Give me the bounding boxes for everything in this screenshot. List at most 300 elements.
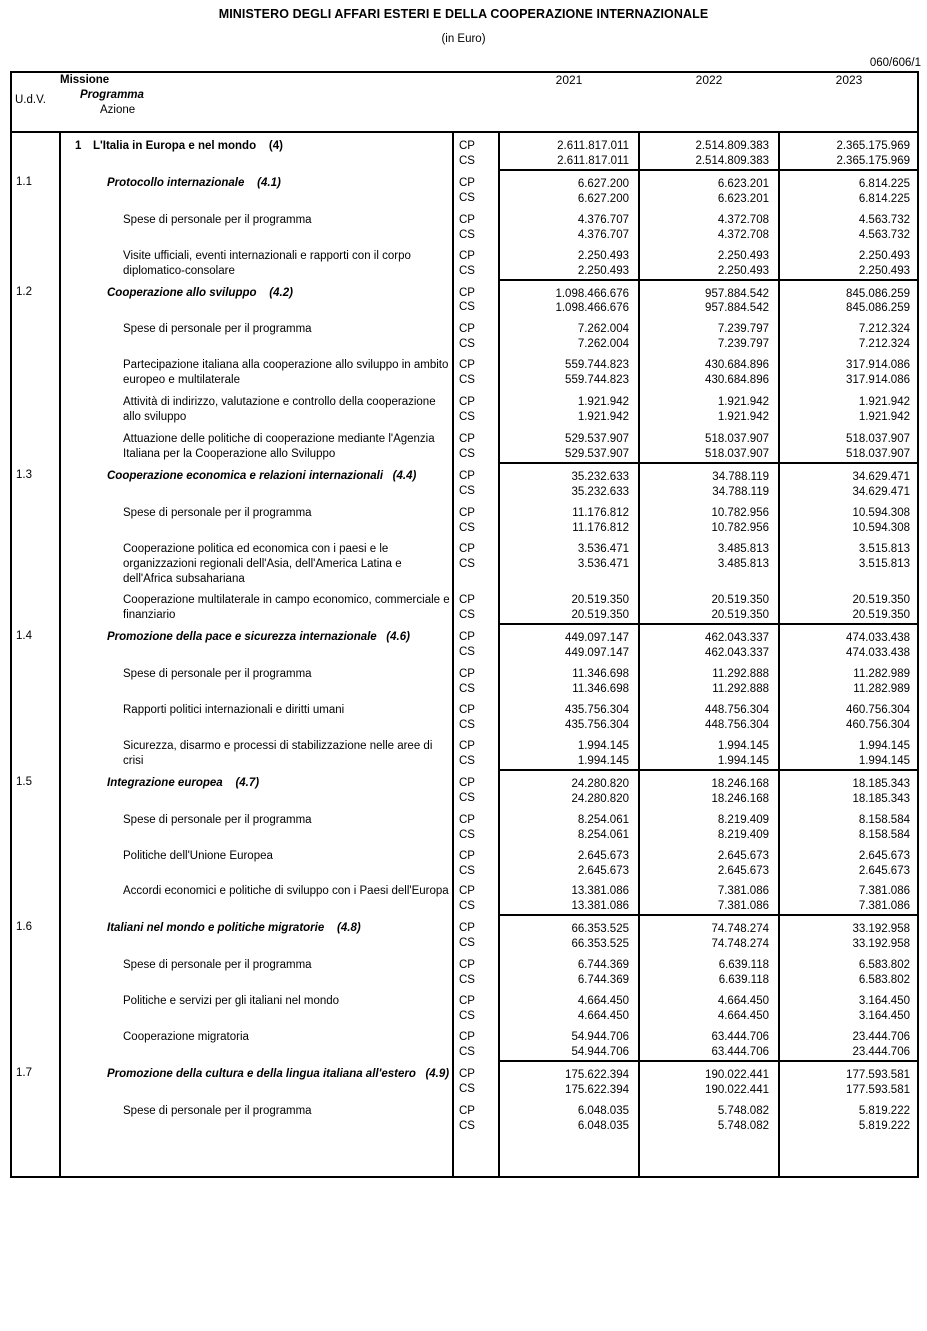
cp-value: 66.353.525 (571, 923, 629, 936)
cs-label: CS (459, 864, 475, 877)
filler-cell (60, 1134, 453, 1176)
cp-value: 13.381.086 (571, 885, 629, 898)
cp-label: CP (459, 704, 475, 717)
cp-value: 11.292.888 (712, 668, 769, 681)
row-value-year-3 (779, 426, 919, 463)
row-label: Cooperazione economica e relazioni internazionali (107, 469, 384, 482)
cp-value: 6.048.035 (577, 1104, 629, 1117)
row-value-year-2 (639, 389, 779, 426)
cs-value: 3.515.813 (858, 557, 910, 570)
row-description-cell (60, 463, 453, 500)
row-value-year-1 (499, 463, 639, 500)
cp-value: 8.158.584 (858, 813, 910, 826)
cp-label: CP (459, 1104, 475, 1117)
cs-label: CS (459, 374, 475, 387)
row-udv: 1.6 (12, 915, 60, 952)
row-description-cell (60, 352, 453, 389)
row-description-programma (61, 630, 452, 645)
table-row (12, 280, 919, 317)
column-header-cpcs (453, 73, 499, 132)
cs-label: CS (459, 1082, 475, 1095)
row-udv (12, 988, 60, 1024)
row-udv (12, 807, 60, 843)
cp-value: 957.884.542 (705, 287, 769, 300)
row-value-year-3 (779, 624, 919, 661)
cp-value: 2.645.673 (858, 849, 910, 862)
row-value-year-2 (639, 1098, 779, 1134)
cs-value: 4.372.708 (717, 228, 769, 241)
cs-value: 449.097.147 (565, 647, 629, 660)
row-value-year-2 (639, 770, 779, 807)
cs-value: 23.444.706 (852, 1045, 910, 1058)
column-header-udv-label: U.d.V. (15, 94, 46, 106)
table-row (12, 132, 919, 170)
row-value-year-1 (499, 536, 639, 588)
row-description-cell (60, 1098, 453, 1134)
row-cpcs-labels (453, 843, 499, 879)
row-udv (12, 1098, 60, 1134)
row-description-azione (61, 667, 452, 682)
cp-value: 435.756.304 (565, 704, 629, 717)
cp-value: 7.239.797 (717, 323, 769, 336)
row-value-year-2 (639, 661, 779, 697)
row-description-azione (61, 739, 452, 769)
cp-label: CP (459, 631, 475, 644)
cp-value: 1.921.942 (858, 396, 910, 409)
row-description-cell (60, 770, 453, 807)
row-label: Attività di indirizzo, valutazione e controllo della cooperazione allo sviluppo (123, 396, 436, 424)
row-value-year-1 (499, 770, 639, 807)
row-code: (4.6) (376, 631, 410, 644)
cs-label: CS (459, 828, 475, 841)
table-row (12, 878, 919, 915)
row-value-year-3 (779, 352, 919, 389)
filler-cell (639, 1134, 779, 1176)
cp-value: 5.748.082 (717, 1104, 769, 1117)
cs-value: 6.627.200 (577, 192, 629, 205)
row-cpcs-labels (453, 500, 499, 536)
table-row (12, 988, 919, 1024)
cp-label: CP (459, 286, 475, 299)
row-value-year-2 (639, 352, 779, 389)
cs-value: 460.756.304 (846, 719, 910, 731)
row-description-cell (60, 661, 453, 697)
cs-label: CS (459, 1010, 475, 1022)
filler-cell (499, 1134, 639, 1176)
row-description-azione (61, 593, 452, 623)
cs-value: 5.819.222 (858, 1119, 910, 1132)
row-udv (12, 352, 60, 389)
cp-value: 7.212.324 (858, 323, 910, 336)
row-description-azione (61, 358, 452, 388)
column-header-year-2022: 2022 (639, 73, 779, 132)
row-value-year-2 (639, 807, 779, 843)
cp-value: 10.782.956 (711, 506, 769, 519)
cs-value: 4.664.450 (577, 1010, 629, 1022)
row-label: Politiche e servizi per gli italiani nel mondo (123, 995, 340, 1008)
row-description-cell (60, 843, 453, 879)
row-value-year-3 (779, 500, 919, 536)
row-description-azione (61, 395, 452, 425)
cs-value: 1.921.942 (577, 411, 629, 424)
cs-label: CS (459, 900, 475, 913)
row-description-cell (60, 587, 453, 624)
row-value-year-1 (499, 243, 639, 280)
row-value-year-1 (499, 132, 639, 170)
cp-value: 190.022.441 (705, 1068, 769, 1081)
row-value-year-3 (779, 807, 919, 843)
cs-label: CS (459, 937, 475, 950)
row-cpcs-labels (453, 207, 499, 243)
cp-label: CP (459, 433, 475, 445)
row-description-cell (60, 624, 453, 661)
row-cpcs-labels (453, 243, 499, 280)
cs-value: 430.684.896 (705, 374, 769, 387)
cp-value: 8.254.061 (577, 813, 629, 826)
cs-label: CS (459, 264, 475, 277)
cs-label: CS (459, 484, 475, 497)
cs-value: 2.645.673 (577, 864, 629, 877)
cs-value: 2.645.673 (717, 864, 769, 877)
cs-value: 11.292.888 (712, 683, 769, 696)
table-row (12, 1024, 919, 1061)
cs-label: CS (459, 228, 475, 241)
document-code: 060/606/1 (869, 57, 921, 69)
row-value-year-2 (639, 132, 779, 170)
row-value-year-2 (639, 316, 779, 352)
cs-label: CS (459, 646, 475, 659)
table-body (12, 132, 919, 1176)
table-row (12, 170, 919, 207)
cs-value: 559.744.823 (565, 374, 629, 387)
cp-label: CP (459, 213, 475, 226)
cp-value: 63.444.706 (711, 1030, 769, 1043)
cp-value: 33.192.958 (852, 923, 910, 936)
table-row (12, 463, 919, 500)
row-description-azione (61, 432, 452, 462)
cs-value: 190.022.441 (705, 1083, 769, 1096)
row-cpcs-labels (453, 697, 499, 733)
cp-label: CP (459, 995, 475, 1008)
row-description-azione (61, 506, 452, 521)
row-cpcs-labels (453, 988, 499, 1024)
table-row (12, 536, 919, 588)
cp-value: 6.639.118 (718, 959, 769, 972)
cp-value: 7.381.086 (717, 885, 769, 898)
cp-value: 54.944.706 (571, 1030, 629, 1043)
cp-value: 317.914.086 (846, 359, 910, 372)
row-value-year-1 (499, 807, 639, 843)
row-udv (12, 1024, 60, 1061)
cs-value: 435.756.304 (565, 719, 629, 731)
row-cpcs-labels (453, 280, 499, 317)
cp-label: CP (459, 959, 475, 972)
column-header-description (60, 73, 453, 132)
cs-value: 4.563.732 (858, 228, 910, 241)
row-cpcs-labels (453, 770, 499, 807)
cs-value: 11.282.989 (853, 683, 910, 696)
cs-value: 34.629.471 (852, 485, 910, 498)
table-row (12, 843, 919, 879)
cp-value: 4.664.450 (577, 995, 629, 1008)
cp-label: CP (459, 542, 475, 555)
row-value-year-2 (639, 952, 779, 988)
row-code: (4.7) (222, 776, 260, 789)
cs-value: 448.756.304 (705, 719, 769, 731)
row-cpcs-labels (453, 661, 499, 697)
row-label: Rapporti politici internazionali e diritti umani (123, 704, 345, 717)
row-label: Spese di personale per il programma (123, 323, 312, 336)
table-row (12, 1061, 919, 1098)
row-cpcs-labels (453, 952, 499, 988)
cs-value: 529.537.907 (565, 447, 629, 460)
row-label: Spese di personale per il programma (123, 813, 312, 826)
row-label: Spese di personale per il programma (123, 506, 312, 519)
table-row (12, 207, 919, 243)
cp-value: 1.994.145 (858, 739, 910, 752)
table-row (12, 915, 919, 952)
row-cpcs-labels (453, 536, 499, 588)
cs-value: 6.639.118 (718, 974, 769, 987)
table-row (12, 733, 919, 770)
row-value-year-3 (779, 952, 919, 988)
row-value-year-3 (779, 1061, 919, 1098)
cs-value: 2.365.175.969 (836, 154, 910, 167)
row-label: Promozione della pace e sicurezza internazionale (107, 631, 377, 644)
row-code: (4.8) (324, 922, 361, 935)
currency-note: (in Euro) (441, 33, 486, 45)
row-cpcs-labels (453, 878, 499, 915)
cs-value: 11.176.812 (572, 521, 629, 534)
row-udv: 1.3 (12, 463, 60, 500)
cp-value: 845.086.259 (846, 287, 910, 300)
row-value-year-3 (779, 878, 919, 915)
row-value-year-1 (499, 352, 639, 389)
row-udv (12, 733, 60, 770)
cp-value: 2.611.817.011 (557, 140, 629, 152)
cp-value: 35.232.633 (571, 470, 629, 483)
row-udv (12, 426, 60, 463)
row-cpcs-labels (453, 352, 499, 389)
row-udv (12, 878, 60, 915)
row-label: Spese di personale per il programma (123, 1104, 312, 1117)
cs-value: 13.381.086 (571, 900, 629, 913)
row-label: Spese di personale per il programma (123, 668, 312, 681)
cp-label: CP (459, 849, 475, 862)
cp-label: CP (459, 739, 475, 752)
row-description-cell (60, 807, 453, 843)
row-value-year-2 (639, 624, 779, 661)
row-description-cell (60, 207, 453, 243)
row-value-year-1 (499, 587, 639, 624)
row-value-year-1 (499, 170, 639, 207)
row-label: Attuazione delle politiche di cooperazione mediante l'Agenzia Italiana per la Cooperazione allo Sviluppo (123, 433, 435, 460)
row-description-azione (61, 884, 452, 899)
column-header-azione: Azione (100, 104, 136, 117)
row-udv (12, 132, 60, 170)
cs-value: 4.376.707 (577, 228, 629, 241)
row-value-year-3 (779, 988, 919, 1024)
row-description-cell (60, 316, 453, 352)
table-header-row (12, 73, 919, 132)
cp-value: 11.346.698 (572, 668, 629, 681)
row-description-cell (60, 733, 453, 770)
cs-label: CS (459, 411, 475, 424)
row-label: Visite ufficiali, eventi internazionali e rapporti con il corpo diplomatico-consolare (123, 249, 411, 277)
row-value-year-3 (779, 661, 919, 697)
cp-value: 449.097.147 (565, 632, 629, 645)
cs-value: 2.514.809.383 (695, 154, 769, 167)
cs-value: 35.232.633 (571, 485, 629, 498)
cp-value: 2.250.493 (858, 249, 910, 262)
cp-value: 6.583.802 (858, 959, 910, 972)
row-code: (4.1) (244, 176, 281, 189)
cp-value: 8.219.409 (717, 813, 769, 826)
table-row (12, 770, 919, 807)
cs-value: 18.185.343 (852, 792, 910, 805)
row-value-year-2 (639, 280, 779, 317)
row-description-cell (60, 697, 453, 733)
row-description-missione (61, 139, 452, 154)
row-value-year-3 (779, 170, 919, 207)
row-cpcs-labels (453, 1061, 499, 1098)
column-header-programma: Programma (80, 89, 144, 102)
row-cpcs-labels (453, 426, 499, 463)
row-value-year-3 (779, 1098, 919, 1134)
cs-label: CS (459, 191, 475, 204)
cp-label: CP (459, 885, 475, 898)
row-value-year-3 (779, 243, 919, 280)
row-cpcs-labels (453, 463, 499, 500)
table-filler-row (12, 1134, 919, 1176)
row-udv (12, 316, 60, 352)
cs-label: CS (459, 609, 475, 622)
row-udv: 1.1 (12, 170, 60, 207)
cs-value: 1.994.145 (577, 754, 629, 767)
filler-cell (12, 1134, 60, 1176)
row-cpcs-labels (453, 624, 499, 661)
cp-value: 20.519.350 (711, 594, 769, 607)
cs-label: CS (459, 447, 475, 460)
table-row (12, 661, 919, 697)
cs-value: 54.944.706 (571, 1045, 629, 1058)
cp-label: CP (459, 668, 475, 681)
cs-value: 20.519.350 (852, 609, 910, 622)
filler-cell (453, 1134, 499, 1176)
table-row (12, 243, 919, 280)
cs-value: 317.914.086 (846, 374, 910, 387)
row-value-year-2 (639, 207, 779, 243)
cp-value: 11.176.812 (572, 506, 629, 519)
row-value-year-1 (499, 500, 639, 536)
cp-label: CP (459, 813, 475, 826)
row-udv (12, 587, 60, 624)
cp-value: 74.748.274 (711, 923, 769, 936)
row-value-year-3 (779, 733, 919, 770)
cs-label: CS (459, 791, 475, 804)
cs-label: CS (459, 1119, 475, 1132)
cp-value: 2.645.673 (577, 849, 629, 862)
row-udv (12, 661, 60, 697)
row-description-cell (60, 878, 453, 915)
cp-value: 3.485.813 (717, 542, 769, 555)
row-udv (12, 243, 60, 280)
cs-label: CS (459, 974, 475, 987)
cs-value: 20.519.350 (711, 609, 769, 622)
row-label: Sicurezza, disarmo e processi di stabilizzazione nelle aree di crisi (123, 739, 433, 767)
row-value-year-3 (779, 207, 919, 243)
cs-value: 8.219.409 (717, 828, 769, 841)
row-description-cell (60, 389, 453, 426)
row-label: Protocollo internazionale (107, 176, 245, 189)
row-value-year-2 (639, 463, 779, 500)
cs-value: 845.086.259 (846, 302, 910, 315)
row-value-year-2 (639, 843, 779, 879)
row-value-year-3 (779, 915, 919, 952)
column-header-missione: Missione (60, 74, 110, 86)
row-value-year-3 (779, 770, 919, 807)
cp-label: CP (459, 359, 475, 372)
row-description-programma (61, 776, 452, 791)
row-description-azione (61, 322, 452, 337)
row-value-year-2 (639, 536, 779, 588)
cp-value: 175.622.394 (565, 1068, 629, 1081)
cs-value: 34.788.119 (712, 485, 769, 498)
row-description-azione (61, 1104, 452, 1119)
table-row (12, 952, 919, 988)
row-description-azione (61, 213, 452, 228)
row-value-year-2 (639, 878, 779, 915)
row-value-year-2 (639, 697, 779, 733)
cs-value: 1.921.942 (858, 411, 910, 424)
cp-value: 10.594.308 (852, 506, 910, 519)
cp-label: CP (459, 506, 475, 519)
cp-label: CP (459, 176, 475, 189)
cs-value: 2.645.673 (858, 864, 910, 877)
row-value-year-2 (639, 1061, 779, 1098)
cp-value: 518.037.907 (705, 433, 769, 445)
row-cpcs-labels (453, 733, 499, 770)
cp-value: 3.515.813 (858, 542, 910, 555)
table-row (12, 807, 919, 843)
row-value-year-3 (779, 843, 919, 879)
row-label: Accordi economici e politiche di sviluppo con i Paesi dell'Europa (123, 885, 449, 898)
row-cpcs-labels (453, 915, 499, 952)
cs-value: 1.994.145 (858, 754, 910, 767)
cp-value: 4.372.708 (717, 213, 769, 226)
cs-value: 11.346.698 (572, 683, 629, 696)
cp-value: 2.645.673 (717, 849, 769, 862)
cs-value: 177.593.581 (846, 1083, 910, 1096)
cs-value: 7.381.086 (858, 900, 910, 913)
row-value-year-3 (779, 280, 919, 317)
row-cpcs-labels (453, 389, 499, 426)
row-label: Italiani nel mondo e politiche migratorie (107, 922, 325, 935)
cp-value: 6.627.200 (577, 177, 629, 190)
cp-label: CP (459, 396, 475, 409)
cs-value: 1.994.145 (717, 754, 769, 767)
row-value-year-1 (499, 661, 639, 697)
row-value-year-1 (499, 207, 639, 243)
cp-value: 518.037.907 (846, 433, 910, 445)
cs-value: 462.043.337 (705, 647, 769, 660)
cs-value: 1.921.942 (717, 411, 769, 424)
row-description-programma (61, 921, 452, 936)
row-description-cell (60, 988, 453, 1024)
row-cpcs-labels (453, 316, 499, 352)
row-label: Promozione della cultura e della lingua italiana all'estero (107, 1067, 416, 1080)
row-value-year-1 (499, 952, 639, 988)
